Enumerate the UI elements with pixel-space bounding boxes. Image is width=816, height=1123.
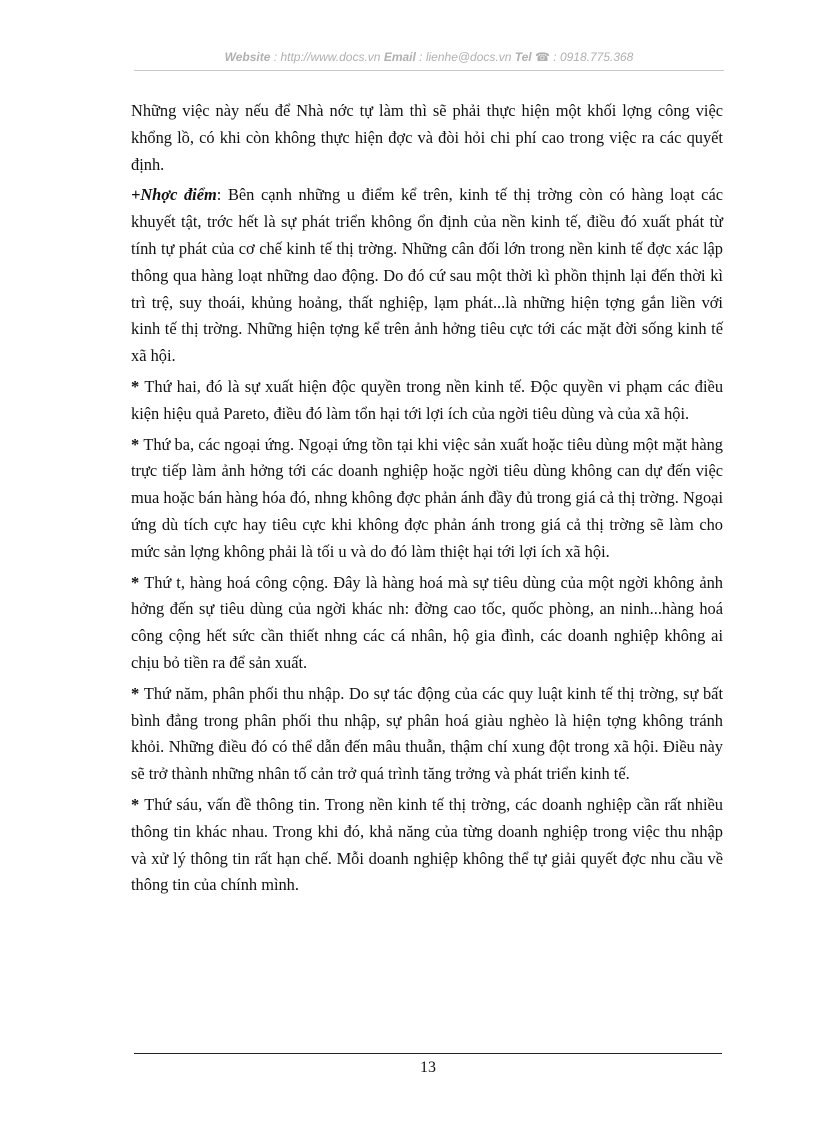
page-number: 13 <box>420 1059 436 1076</box>
header-divider <box>134 70 724 71</box>
paragraph <box>131 432 723 566</box>
paragraph-text: Thứ ba, các ngoại ứng. Ngoại ứng tồn tại khi việc sản xuất hoặc tiêu dùng một mặt hàng trực tiếp làm ảnh hởng tới các doanh nghiệp hoặc ngời tiêu dùng không can dự đến việc mua hoặc bán hàng hóa đó, nhng không đợc phản ánh đầy đủ trong giá cả thị trờng. Ngoại ứng dù tích cực hay tiêu cực khi không đợc phản ánh trong giá cả thị trờng sẽ làm cho mức sản lợng không phải là tối u và do đó làm thiệt hại tới lợi ích xã hội. <box>131 434 724 561</box>
paragraph <box>131 98 723 178</box>
paragraph-text: Thứ sáu, vấn đề thông tin. Trong nền kinh tế thị trờng, các doanh nghiệp cần rất nhiều thông tin khác nhau. Trong khi đó, khả năng của từng doanh nghiệp trong việc thu nhập và xử lý thông tin rất hạn chế. Mỗi doanh nghiệp không thể tự giải quyết đợc nhu cầu về thông tin của chính mình. <box>131 794 724 895</box>
paragraph-text: Thứ năm, phân phối thu nhập. Do sự tác động của các quy luật kinh tế thị trờng, sự bất bình đẳng trong phân phối thu nhập, sự phân hoá giàu nghèo là hiện tợng không tránh khỏi. Những điều đó có thể dẫn đến mâu thuẫn, thậm chí xung đột trong xã hội. Điều này sẽ trở thành những nhân tố cản trở quá trình tăng trởng và phát triển kinh tế. <box>131 683 723 784</box>
paragraph <box>131 182 723 370</box>
footer-divider <box>134 1053 722 1054</box>
tel-label: Tel <box>514 50 532 64</box>
asterisk-bullet: * <box>131 434 144 454</box>
paragraph-text: : Bên cạnh những u điểm kể trên, kinh tế thị trờng còn có hàng loạt các khuyết tật, trớc hết là sự phát triển không ổn định của nền kinh tế, điều đó xuất phát từ tính tự phát của cơ chế kinh tế thị trờng. Những cân đối lớn trong nền kinh tế đợc xác lập thông qua hàng loạt những dao động. Do đó cứ sau một thời kì phồn thịnh lại đến thời kì trì trệ, suy thoái, khủng hoảng, thất nghiệp, lạm phát...là những hiện tợng gắn liền với kinh tế thị trờng. Những hiện tợng kể trên ảnh hởng tiêu cực tới các mặt đời sống kinh tế xã hội. <box>131 185 724 366</box>
website-value: : http://www.docs.vn <box>270 50 384 64</box>
paragraph <box>131 792 723 899</box>
tel-value: ☎ : 0918.775.368 <box>531 50 634 64</box>
paragraph-text: Những việc này nếu để Nhà nớc tự làm thì sẽ phải thực hiện một khối lợng công việc khổng lồ, có khi còn không thực hiện đợc và đòi hỏi chi phí cao trong việc ra các quyết định. <box>131 101 723 174</box>
paragraph-lead: +Nhợc điểm <box>131 185 217 205</box>
document-body <box>131 98 723 903</box>
paragraph-text: Thứ hai, đó là sự xuất hiện độc quyền trong nền kinh tế. Độc quyền vi phạm các điều kiện hiệu quả Pareto, điều đó làm tổn hại tới lợi ích của ngời tiêu dùng và của xã hội. <box>131 376 724 423</box>
paragraph <box>131 570 723 677</box>
paragraph-text: Thứ t, hàng hoá công cộng. Đây là hàng hoá mà sự tiêu dùng của một ngời không ảnh hởng đến sự tiêu dùng của ngời khác nh: đờng cao tốc, quốc phòng, an ninh...hàng hoá công cộng hết sức cần thiết nhng các cá nhân, hộ gia đình, các doanh nghiệp không ai chịu bỏ tiền ra để sản xuất. <box>131 572 724 672</box>
paragraph <box>131 374 723 428</box>
email-value: : lienhe@docs.vn <box>415 50 515 64</box>
email-label: Email <box>383 50 416 64</box>
asterisk-bullet: * <box>131 794 145 814</box>
page-header <box>134 50 724 64</box>
asterisk-bullet: * <box>131 683 144 703</box>
paragraph <box>131 681 723 788</box>
asterisk-bullet: * <box>131 572 145 592</box>
asterisk-bullet: * <box>131 376 145 396</box>
website-label: Website <box>224 50 271 64</box>
